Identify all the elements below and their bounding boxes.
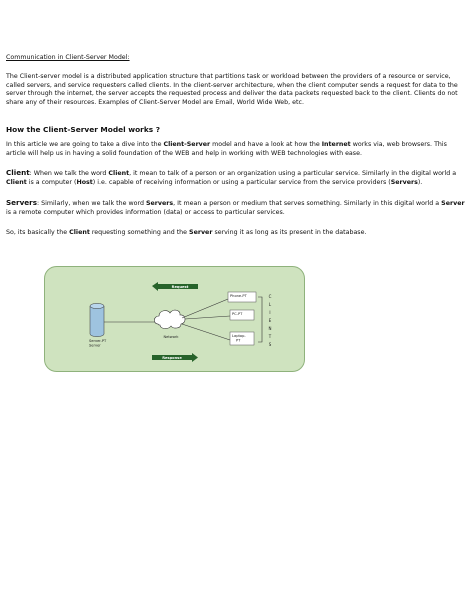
request-label: Request	[171, 285, 189, 290]
server-label-line2: Server	[89, 343, 101, 348]
client-phone-label: Phone-PT	[230, 294, 247, 298]
client-paragraph: Client: When we talk the word Client, it mean to talk of a person or an organization using a particular service. Similarly in the digital world a Client is a computer (Host) i.e. capable of receiving information or using a particular service from the service providers (Servers).	[6, 168, 457, 186]
client-label: Client	[6, 168, 30, 177]
server-cylinder-icon	[90, 303, 104, 336]
network-label: Network	[163, 335, 179, 339]
client-pc-label: PC-PT	[232, 312, 243, 316]
clients-letter: T	[268, 334, 272, 339]
clients-letter: I	[269, 310, 271, 315]
server-label-line1: Server-PT	[89, 339, 107, 343]
clients-letter: L	[268, 302, 272, 307]
clients-letter: S	[268, 342, 272, 347]
bold-internet: Internet	[321, 141, 351, 148]
how-heading: How the Client-Server Model works ?	[6, 125, 161, 134]
client-laptop-label-line1: Laptop-	[232, 334, 246, 338]
response-label: Response	[162, 356, 182, 361]
servers-paragraph: Servers: Similarly, when we talk the word Servers, It mean a person or medium that serves something. Similarly in this digital world a Server is a remote computer which provides information (data) or access to particular services.	[6, 198, 465, 216]
client-server-diagram	[44, 266, 305, 372]
clients-letter: N	[268, 326, 272, 331]
client-laptop-label-line2: PT	[236, 338, 241, 343]
clients-letter: E	[268, 318, 272, 323]
clients-letter: C	[268, 294, 272, 299]
section-title: Communication in Client-Server Model:	[6, 54, 130, 61]
servers-label: Servers	[6, 198, 37, 207]
how-paragraph: In this article we are going to take a dive into the Client-Server model and have a look at how the Internet works via, web browsers. This article will help us in having a solid foundation of the WEB and help in working with WEB technologies with ease.	[6, 141, 447, 157]
summary-paragraph: So, its basically the Client requesting something and the Server serving it as long as its present in the database.	[6, 229, 367, 236]
intro-paragraph: The Client-server model is a distributed application structure that partitions task or workload between the providers of a resource or service, called servers, and service requesters called clients. In the client-server architecture, when the client computer sends a request for data to the server through the internet, the server accepts the requested process and deliver the data packets requested back to the client. Clients do not share any of their resources. Examples of Client-Server Model are Email, World Wide Web, etc.	[6, 73, 458, 106]
bold-client-server: Client-Server	[163, 141, 211, 148]
